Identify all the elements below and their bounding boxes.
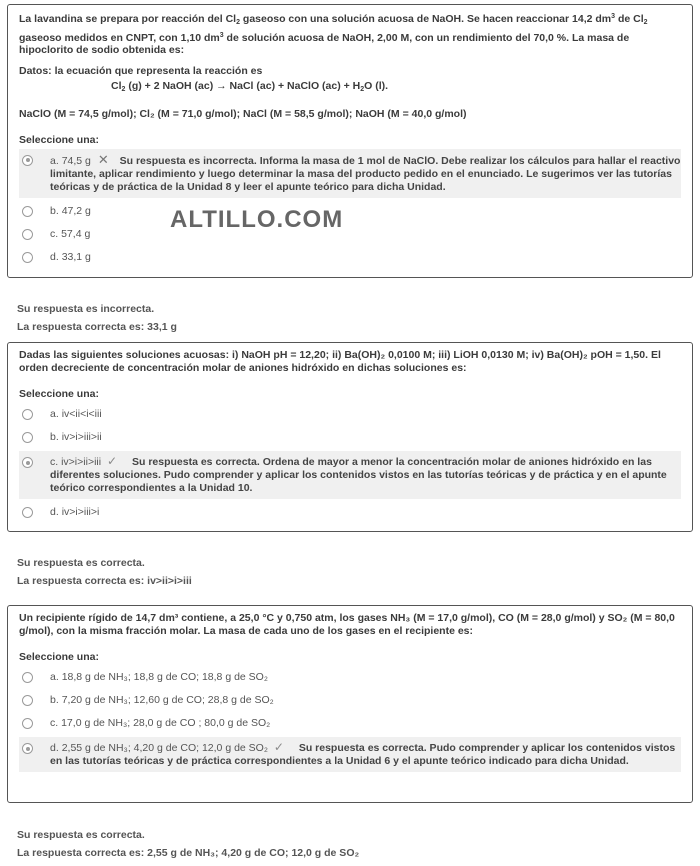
select-label: Seleccione una: xyxy=(19,133,99,146)
radio-button[interactable] xyxy=(22,695,33,706)
question-2-statement: Dadas las siguientes soluciones acuosas: i) NaOH pH = 12,20; ii) Ba(OH)₂ 0,0100 M; iii) LiOH 0,0130 M; iv) Ba(OH)₂ pOH = 1,50. El orden decreciente de concentración molar de aniones hidróxido en dichas soluciones es: xyxy=(19,349,661,374)
question-2-option-a[interactable]: a. iv<ii<i<iii xyxy=(19,403,681,426)
question-1-card xyxy=(7,4,693,278)
question-1-feedback: Su respuesta es incorrecta. Informa la masa de 1 mol de NaClO. Debe realizar los cálculos para hallar el reactivo limitante, aplicar rendimiento y luego determinar la masa del producto pedido en el enunciado. Le sugerimos ver las tutorías teóricas y de práctica de la Unidad 8 y leer el apunte teórico para dicha Unidad. xyxy=(50,154,681,193)
incorrect-icon: ✕ xyxy=(97,151,109,167)
question-2-outcome: Su respuesta es correcta. La respuesta correcta es: iv>ii>i>iii xyxy=(17,557,192,587)
radio-button[interactable] xyxy=(22,718,33,729)
watermark: ALTILLO.COM xyxy=(170,206,344,233)
question-3-card xyxy=(7,605,693,803)
question-3-option-b[interactable]: b. 7,20 g de NH₃; 12,60 g de CO; 28,8 g de SO₂ xyxy=(19,689,681,712)
radio-button[interactable] xyxy=(22,229,33,240)
radio-button[interactable] xyxy=(22,409,33,420)
question-3-option-a[interactable]: a. 18,8 g de NH₃; 18,8 g de CO; 18,8 g de SO₂ xyxy=(19,666,681,689)
radio-button[interactable] xyxy=(22,507,33,518)
select-label: Seleccione una: xyxy=(19,388,99,400)
question-3-outcome: Su respuesta es correcta. La respuesta correcta es: 2,55 g de NH₃; 4,20 g de CO; 12,0 g de SO₂ xyxy=(17,829,360,859)
question-3-option-d[interactable]: d. 2,55 g de NH₃; 4,20 g de CO; 12,0 g de SO₂ ✓ Su respuesta es correcta. Pudo comprender y aplicar los contenidos vistos en las tutorías teóricas y de práctica correspondientes a la Unidad 6 y el apunte teórico indicado para dicha Unidad. xyxy=(19,737,681,772)
select-label: Seleccione una: xyxy=(19,651,99,663)
correct-check-icon: ✓ xyxy=(107,454,118,468)
question-1-option-c[interactable]: c. 57,4 g xyxy=(19,223,681,246)
question-3-statement: Un recipiente rígido de 14,7 dm³ contiene, a 25,0 °C y 0,750 atm, los gases NH₃ (M = 17,0 g/mol), CO (M = 28,0 g/mol) y SO₂ (M = 80,0 g/mol), con la misma fracción molar. La masa de cada uno de los gases en el recipiente es: xyxy=(19,612,675,637)
question-1-molar-masses: NaClO (M = 74,5 g/mol); Cl₂ (M = 71,0 g/mol); NaCl (M = 58,5 g/mol); NaOH (M = 40,0 g/mol) xyxy=(19,108,467,120)
question-3-feedback: Su respuesta es correcta. Pudo comprender y aplicar los contenidos vistos en las tutorías teóricas y de práctica correspondientes a la Unidad 6 y el apunte teórico indicado para dicha Unidad. xyxy=(50,742,676,767)
question-2-option-c[interactable]: c. iv>i>ii>iii ✓ Su respuesta es correcta. Ordena de mayor a menor la concentración molar de aniones hidróxido en las diferentes soluciones. Pudo comprender y aplicar los contenidos vistos en las tutorías teóricas y de práctica y en el apunte teórico correspondientes a la Unidad 10. xyxy=(19,451,681,499)
question-2-option-b[interactable]: b. iv>i>iii>ii xyxy=(19,426,681,449)
correct-check-icon: ✓ xyxy=(273,740,284,754)
question-1-equation: $Cl_2$ (g) + 2 NaOH (ac) → NaCl (ac) + NaClO $(ac) + H_2O$ (l). xyxy=(111,80,389,93)
question-2-card xyxy=(7,342,693,532)
radio-button[interactable] xyxy=(22,457,33,468)
question-3-option-c[interactable]: c. 17,0 g de NH₃; 28,0 g de CO ; 80,0 g de SO₂ xyxy=(19,712,681,735)
radio-button[interactable] xyxy=(22,155,33,166)
radio-button[interactable] xyxy=(22,252,33,263)
question-1-option-d[interactable]: d. 33,1 g xyxy=(19,246,681,269)
question-1-outcome: Su respuesta es incorrecta. La respuesta correcta es: 33,1 g xyxy=(17,303,177,333)
question-1-option-a[interactable]: a. 74,5 g ✕ Su respuesta es incorrecta. Informa la masa de 1 mol de NaClO. Debe realizar los cálculos para hallar el reactivo limitante, aplicar rendimiento y luego determinar la masa del producto pedido en el enunciado. Le sugerimos ver las tutorías teóricas y de práctica de la Unidad 8 y leer el apunte teórico para dicha Unidad. xyxy=(19,149,681,198)
question-2-feedback: Su respuesta es correcta. Ordena de mayor a menor la concentración molar de aniones hidróxido en las diferentes soluciones. Pudo comprender y aplicar los contenidos vistos en las tutorías teóricas y de práctica y en el apunte teórico correspondientes a la Unidad 10. xyxy=(50,456,667,494)
question-1-statement: La lavandina se prepara por reacción del $Cl_2$ gaseoso con una solución acuosa de NaOH. Se hacen reaccionar 14,2 $dm^3$ de $Cl_2$ gaseoso medidos en CNPT, con 1,10 $dm^3$ de solución acuosa de NaOH, 2,00 M, con un rendimiento del 70,0 %. La masa de hipoclorito de sodio obtenida es: xyxy=(19,13,648,56)
question-2-option-d[interactable]: d. iv>i>iii>i xyxy=(19,501,681,524)
question-1-data-title: Datos: la ecuación que representa la reacción es xyxy=(19,64,263,77)
radio-button[interactable] xyxy=(22,432,33,443)
radio-button[interactable] xyxy=(22,672,33,683)
radio-button[interactable] xyxy=(22,206,33,217)
radio-button[interactable] xyxy=(22,743,33,754)
question-1-option-b[interactable]: b. 47,2 g xyxy=(19,200,681,223)
